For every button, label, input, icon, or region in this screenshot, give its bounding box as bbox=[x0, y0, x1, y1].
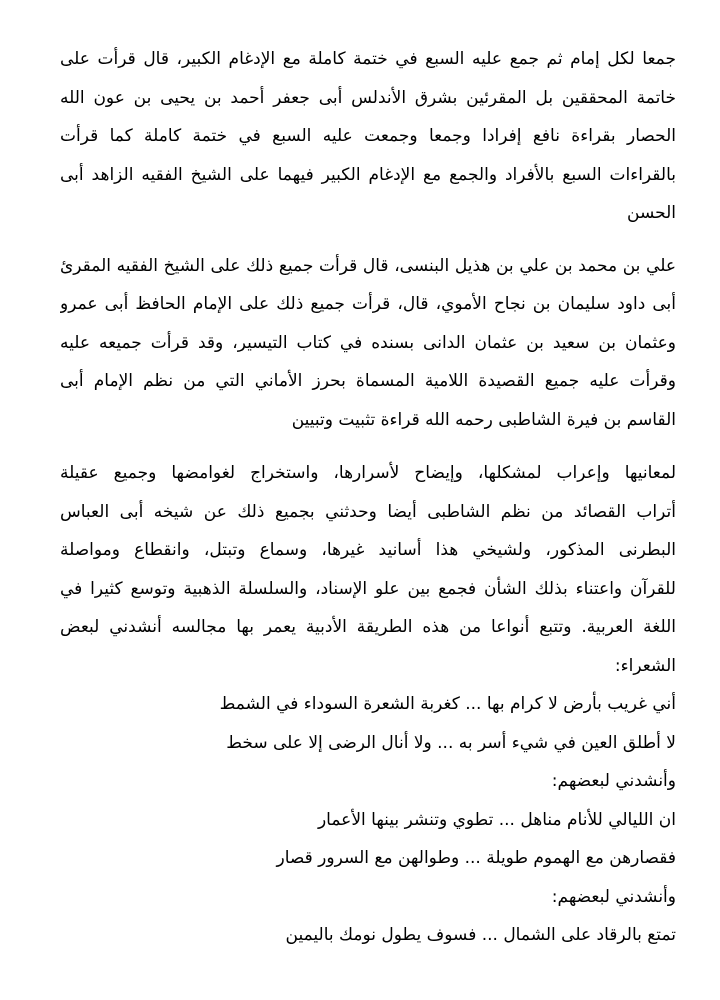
poem-verse: أني غريب بأرض لا كرام بها ... كغربة الشعرة السوداء في الشمط bbox=[219, 694, 676, 714]
paragraph-spacer bbox=[60, 439, 676, 454]
poem-verse: تمتع بالرقاد على الشمال ... فسوف يطول نومك باليمين bbox=[285, 925, 676, 945]
text-line: لمعانيها وإعراب لمشكلها، وإيضاح لأسرارها، واستخراج لغوامضها وجميع عقيلة bbox=[60, 463, 676, 483]
poem-intro: وأنشدني لبعضهم: bbox=[551, 886, 676, 907]
text-line: علي بن محمد بن علي بن هذيل البنسى، قال قرأت جميع ذلك على الشيخ الفقيه المقرئ bbox=[60, 255, 676, 276]
text-line: جمعا لكل إمام ثم جمع عليه السبع في ختمة كاملة مع الإدغام الكبير، قال قرأت على bbox=[60, 49, 676, 69]
text-line: أتراب القصائد من نظم الشاطبى أيضا وحدثني بجميع ذلك عن شيخه أبى العباس bbox=[60, 501, 676, 522]
document-page bbox=[60, 40, 676, 955]
text-line: للقرآن واعتناء بذلك الشأن فجمع بين علو الإسناد، والسلسلة الذهبية وتوسع كثيرا في bbox=[60, 578, 676, 599]
text-line: وقرأت عليه جميع القصيدة اللامية المسماة بحرز الأماني التي من نظم الإمام أبى bbox=[60, 371, 676, 391]
text-line: خاتمة المحققين بل المقرئين بشرق الأندلس أبى جعفر أحمد بن يحيى بن عون الله bbox=[60, 87, 676, 108]
paragraph-spacer bbox=[60, 233, 676, 247]
text-line: الحسن bbox=[627, 203, 676, 223]
poem-verse: ان الليالي للأنام مناهل ... تطوي وتنشر بينها الأعمار bbox=[317, 809, 676, 830]
paragraph-3 bbox=[60, 454, 676, 685]
text-line: بالقراءات السبع بالأفراد والجمع مع الإدغام الكبير فيهما على الشيخ الفقيه الزاهد أبى bbox=[60, 164, 676, 185]
paragraph-2 bbox=[60, 247, 676, 440]
poem-verse: فقصارهن مع الهموم طويلة ... وطوالهن مع السرور قصار bbox=[276, 848, 676, 868]
text-line: القاسم بن فيرة الشاطبى رحمه الله قراءة تثبيت وتبيين bbox=[291, 409, 676, 430]
poem-intro: وأنشدني لبعضهم: bbox=[551, 771, 676, 791]
poetry-block bbox=[60, 685, 676, 955]
text-line: الحصار بقراءة نافع إفرادا وجمعا وجمعت عليه السبع في ختمة كاملة كما قرأت bbox=[60, 126, 676, 146]
text-line: اللغة العربية. وتتبع أنواعا من هذه الطريقة الأدبية يعمر بها مجالسه أنشدني لبعض bbox=[60, 617, 676, 637]
text-line: الشعراء: bbox=[614, 655, 676, 676]
text-line: البطرنى المذكور، ولشيخي هذا أسانيد غيرها، وسماع وتبتل، وانقطاع ومواصلة bbox=[60, 540, 676, 560]
text-line: وعثمان بن سعيد بن عثمان الدانى بسنده في كتاب التيسير، وقد قرأت جميعه عليه bbox=[60, 332, 676, 353]
poem-verse: لا أطلق العين في شيء أسر به ... ولا أنال الرضى إلا على سخط bbox=[226, 732, 676, 753]
text-line: أبى داود سليمان بن نجاح الأموي، قال، قرأت جميع ذلك على الإمام الحافظ أبى عمرو bbox=[60, 294, 676, 314]
paragraph-1 bbox=[60, 40, 676, 233]
